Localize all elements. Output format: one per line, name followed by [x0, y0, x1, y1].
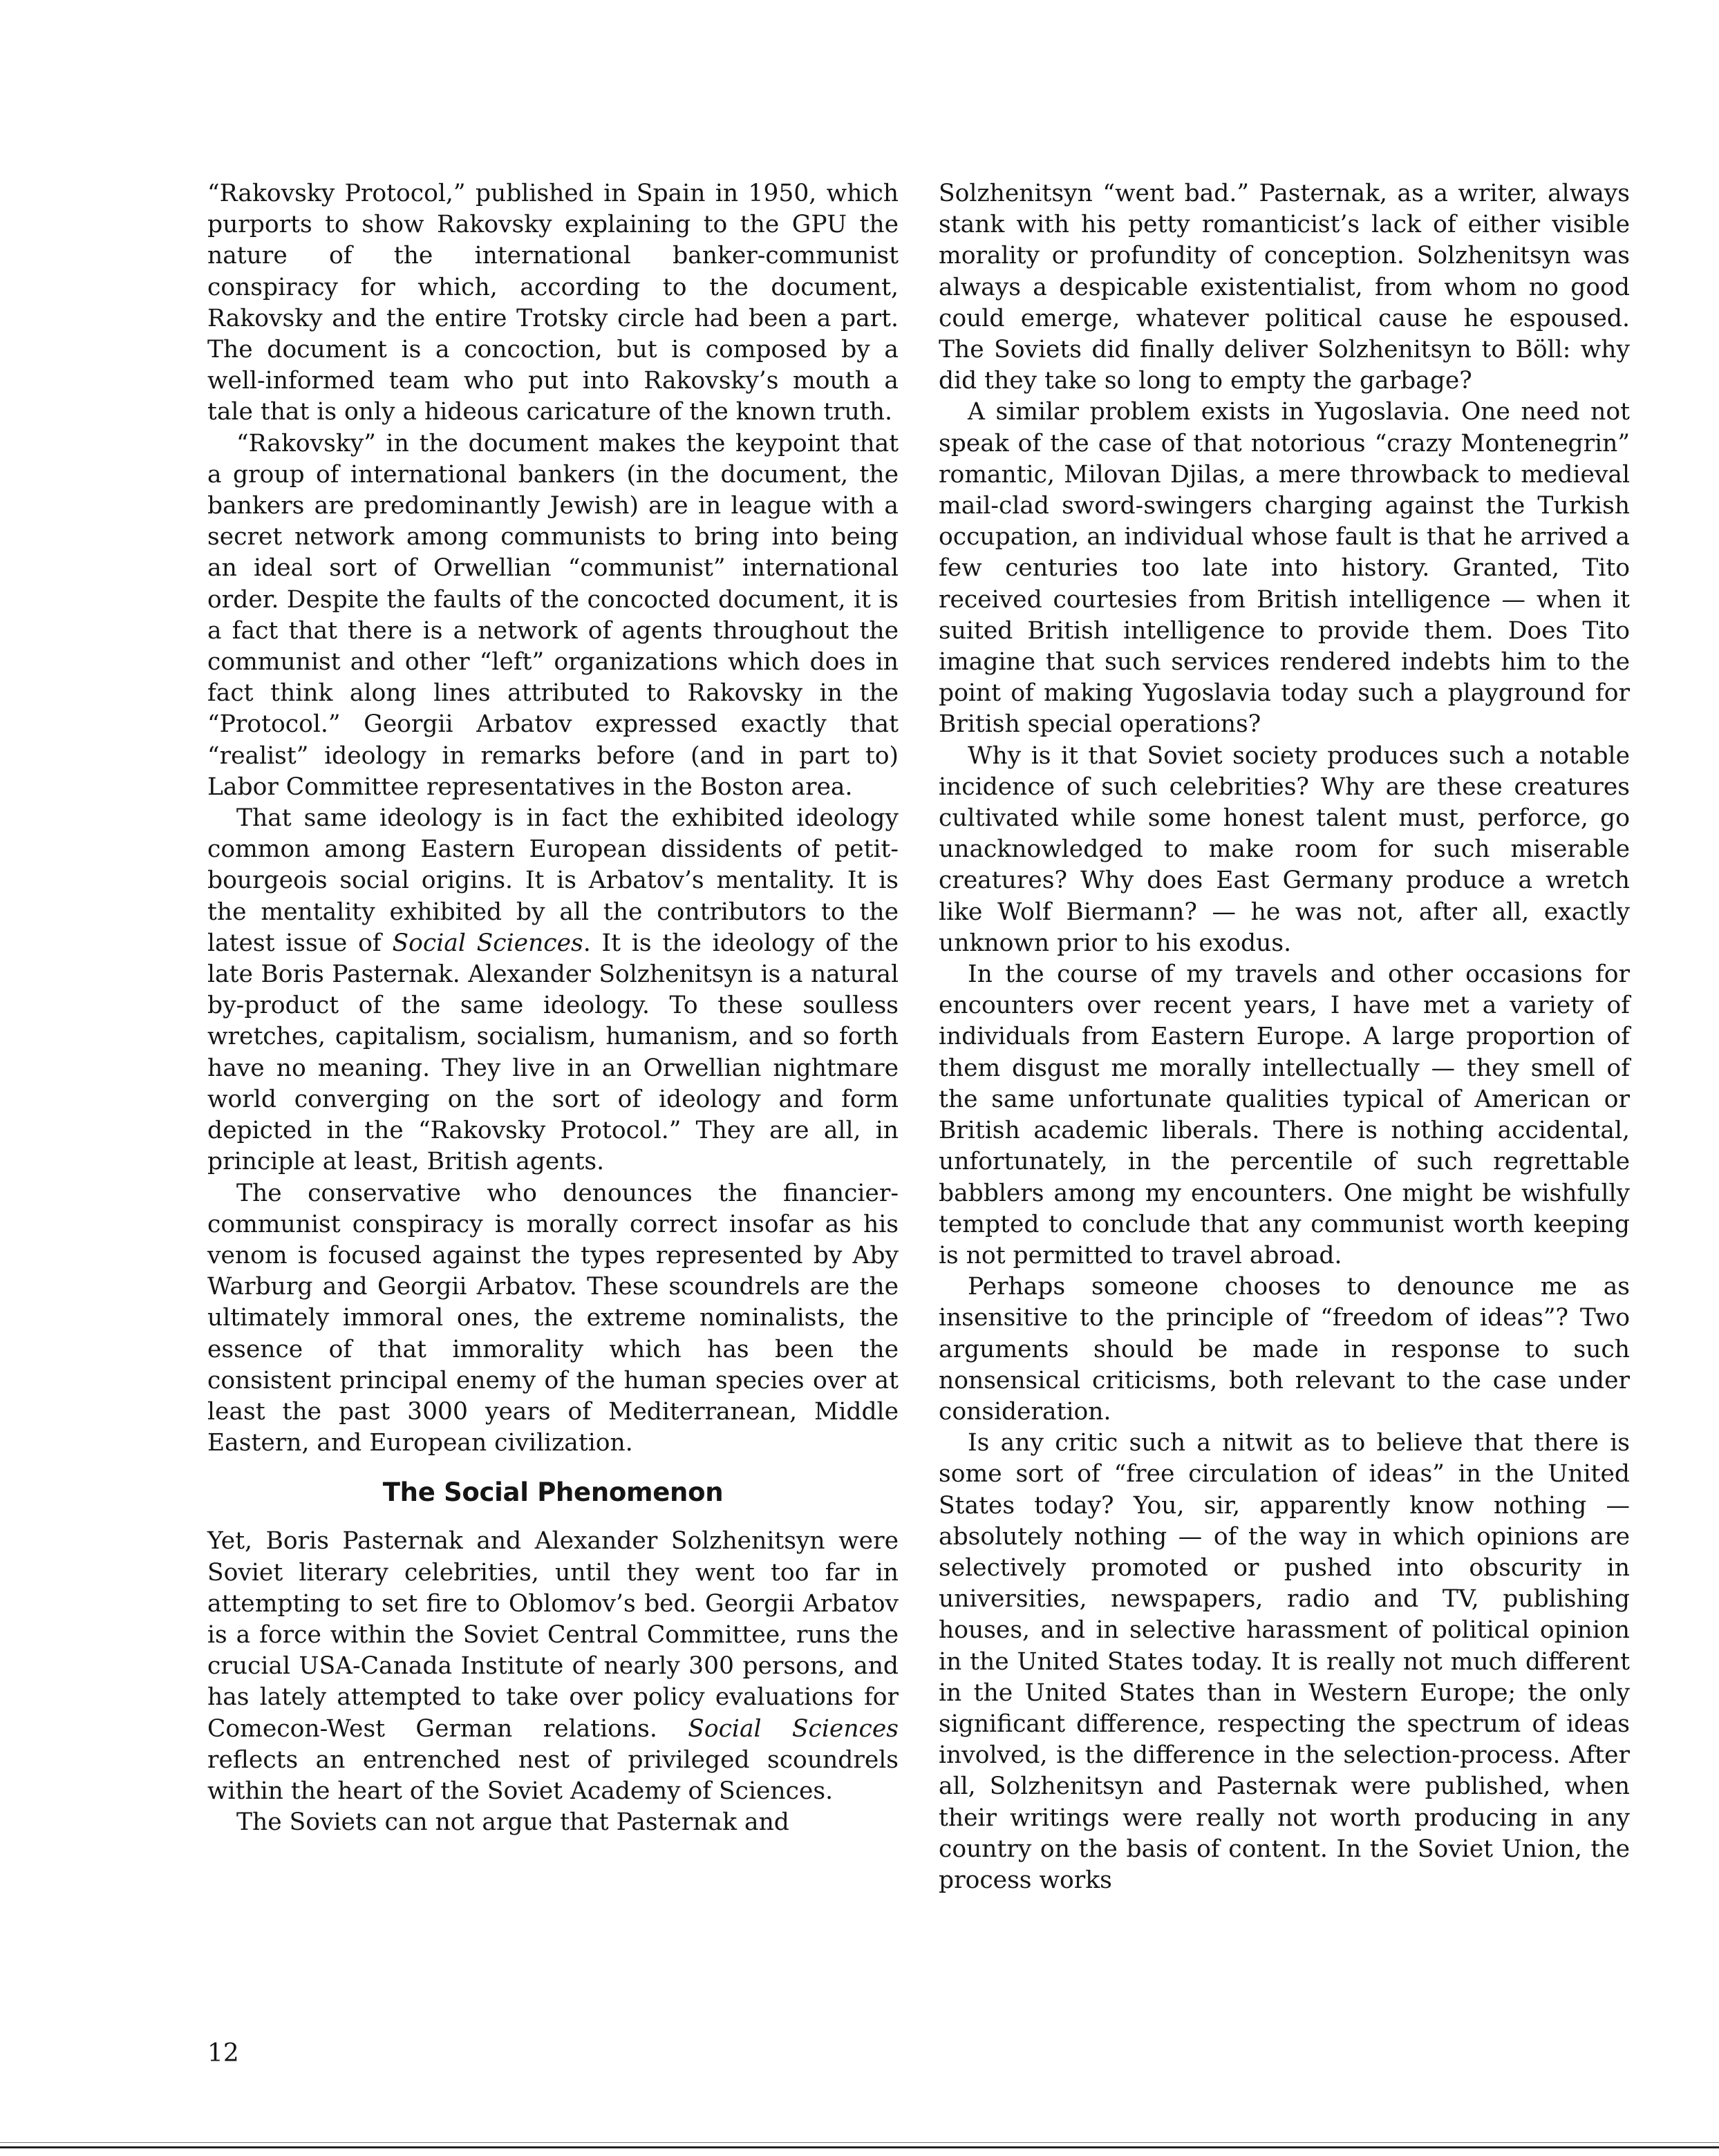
bottom-divider — [0, 2146, 1719, 2148]
left-paragraph-2: “Rakovsky” in the document makes the keypoint that a group of international bankers (in the document, the bankers are predominantly Jewish) are in league with a secret network among communists to bring into being an ideal sort of Orwellian “communist” international order. Despite the faults of the concocted document, it is a fact that there is a network of agents throughout the communist and other “left” organizations which does in fact think along lines attributed to Rakovsky in the “Protocol.” Georgii Arbatov expressed exactly that “realist” ideology in remarks before (and in part to) Labor Committee representatives in the Boston area. — [207, 429, 899, 801]
left-paragraph-1: “Rakovsky Protocol,” published in Spain in 1950, which purports to show Rakovsky explaining to the GPU the nature of the international banker-communist conspiracy for which, according to the document, Rakovsky and the entire Trotsky circle had been a part. The document is a concoction, but is composed by a well-informed team who put into Rakovsky’s mouth a tale that is only a hideous caricature of the known truth. — [207, 180, 899, 426]
left-paragraph-5 — [207, 1526, 899, 1807]
right-column — [939, 178, 1630, 1896]
right-paragraph-3: Why is it that Soviet society produces such a notable incidence of such celebrities? Why are these creatures cultivated while some honest talent must, perforce, go unacknowledged to make room for such miserable creatures? Why does East Germany produce a wretch like Wolf Biermann? — he was not, after all, exactly unknown prior to his exodus. — [939, 741, 1630, 957]
left-paragraph-3-text-b: . It is the ideology of the late Boris Pasternak. Alexander Solzhenitsyn is a natural by-product of the same ideology. To these soulless wretches, capitalism, socialism, humanism, and so forth have no meaning. They live in an Orwellian nightmare world converging on the sort of ideology and form depicted in the “Rakovsky Protocol.” They are all, in principle at least, British agents. — [207, 929, 899, 1176]
bottom-divider-thin — [0, 2142, 1719, 2143]
right-paragraph-4: In the course of my travels and other occasions for encounters over recent years, I have met a variety of individuals from Eastern Europe. A large proportion of them disgust me morally intellectually — they smell of the same unfortunate qualities typical of American or British academic liberals. There is nothing accidental, unfortunately, in the percentile of such regrettable babblers among my encounters. One might be wishfully tempted to conclude that any communist worth keeping is not permitted to travel abroad. — [939, 961, 1630, 1269]
right-paragraph-6: Is any critic such a nitwit as to believe that there is some sort of “free circulation of ideas” in the United States today? You, sir, apparently know nothing — absolutely nothing — of the way in which opinions are selectively promoted or pushed into obscurity in universities, newspapers, radio and TV, publishing houses, and in selective harassment of political opinion in the United States today. It is really not much different in the United States than in Western Europe; the only significant difference, respecting the spectrum of ideas involved, is the difference in the selection-process. After all, Solzhenitsyn and Pasternak were published, when their writings were really not worth producing in any country on the basis of content. In the Soviet Union, the process works — [939, 1429, 1630, 1894]
left-column — [207, 178, 899, 1838]
right-paragraph-5: Perhaps someone chooses to denounce me as insensitive to the principle of “freedom of ideas”? Two arguments should be made in response to such nonsensical criticisms, both relevant to the case under consideration. — [939, 1273, 1630, 1426]
left-paragraph-5-text-a: Yet, Boris Pasternak and Alexander Solzhenitsyn were Soviet literary celebrities, until they went too far in attempting to set fire to Oblomov’s bed. Georgii Arbatov is a force within the Soviet Central Committee, runs the crucial USA-Canada Institute of nearly 300 persons, and has lately attempted to take over policy evaluations for Comecon-West German relations. — [207, 1527, 899, 1743]
left-paragraph-3 — [207, 803, 899, 1178]
left-paragraph-3-title: Social Sciences — [392, 929, 583, 957]
left-paragraph-6: The Soviets can not argue that Pasternak and — [236, 1808, 789, 1837]
page-number: 12 — [207, 2039, 239, 2068]
left-paragraph-3-text-a: That same ideology is in fact the exhibited ideology common among Eastern European dissidents of petit-bourgeois social origins. It is Arbatov’s mentality. It is the mentality exhibited by all the contributors to the latest issue of — [207, 804, 899, 957]
left-paragraph-5-text-b: reflects an entrenched nest of privileged scoundrels within the heart of the Soviet Academy of Sciences. — [207, 1746, 899, 1805]
section-heading: The Social Phenomenon — [382, 1477, 724, 1508]
right-paragraph-2: A similar problem exists in Yugoslavia. One need not speak of the case of that notorious “crazy Montenegrin” romantic, Milovan Djilas, a mere throwback to medieval mail-clad sword-swingers charging against the Turkish occupation, an individual whose fault is that he arrived a few centuries too late into history. Granted, Tito received courtesies from British intelligence — when it suited British intelligence to provide them. Does Tito imagine that such services rendered indebts him to the point of making Yugoslavia today such a playground for British special operations? — [939, 398, 1630, 739]
right-paragraph-1: Solzhenitsyn “went bad.” Pasternak, as a writer, always stank with his petty romanticist’s lack of either visible morality or profundity of conception. Solzhenitsyn was always a despicable existentialist, from whom no good could emerge, whatever political cause he espoused. The Soviets did finally deliver Solzhenitsyn to Böll: why did they take so long to empty the garbage? — [939, 180, 1630, 395]
left-paragraph-4: The conservative who denounces the financier-communist conspiracy is morally correct insofar as his venom is focused against the types represented by Aby Warburg and Georgii Arbatov. These scoundrels are the ultimately immoral ones, the extreme nominalists, the essence of that immorality which has been the consistent principal enemy of the human species over at least the past 3000 years of Mediterranean, Middle Eastern, and European civilization. — [207, 1179, 899, 1457]
left-paragraph-5-title: Social Sciences — [688, 1714, 899, 1743]
